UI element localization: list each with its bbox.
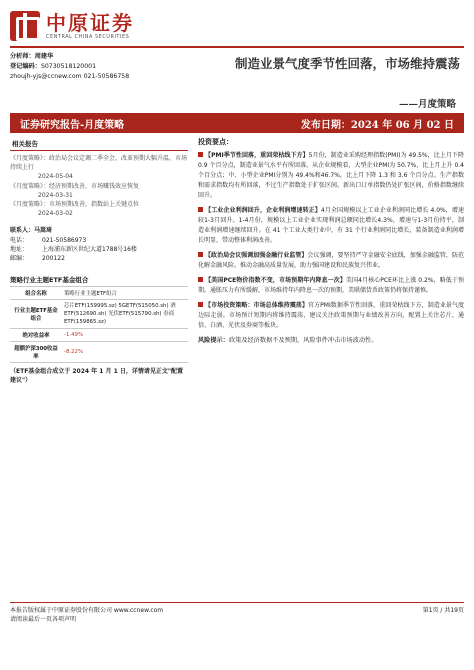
- table-row: 绝对收益率 -1.49%: [10, 329, 188, 342]
- page-footer: [10, 602, 464, 624]
- invest-heading: 投资要点：: [198, 138, 233, 146]
- left-column: [10, 137, 188, 385]
- etf-table: [10, 286, 188, 363]
- analyst-cert: S0730518120001: [40, 63, 97, 70]
- contact-phone: 021-50586973: [42, 236, 87, 244]
- related-heading: 相关报告: [10, 137, 188, 151]
- invest-point: 【美国PCE物价指数不变，市场预期年内降息一次】美国4月核心PCE环比上涨 0.2%，略低于预期。通胀压力有所缓解，市场维持年内降息一次的预期，美联储货币政策仍将保持谨慎。: [198, 277, 464, 294]
- related-item[interactable]: 《月度策略》：经济预期改善，市场赚钱效应恢复: [10, 182, 140, 190]
- banner-date: 发布日期：2024 年 06 月 02 日: [300, 119, 454, 131]
- analyst-cert-label: 登记编码：: [10, 63, 41, 70]
- risk-note: 风险提示：政策及经济数据不及预期，风险事件冲击市场波动性。: [198, 337, 378, 344]
- report-subtitle: ——月度策略: [398, 99, 456, 110]
- logo-seal-icon: [10, 11, 40, 41]
- related-date: 2024-03-31: [38, 191, 73, 199]
- invest-point: 【政治局会议强调加强金融行业监管】会议强调，要坚持严守金融安全底线，加强金融监管，防范化解金融风险。推动金融高质量发展，助力强国建设和民族复兴伟业。: [198, 252, 464, 269]
- analyst-contact: zhoujh-yjs@ccnew.com 021-50586758: [10, 73, 130, 80]
- related-date: 2024-03-02: [38, 210, 73, 218]
- analyst-info: [10, 52, 195, 82]
- etf-heading: 策略行业主题ETF基金组合: [10, 276, 89, 285]
- banner-category: 证券研究报告-月度策略: [20, 119, 125, 131]
- table-row: 超额沪深300收益率 -8.22%: [10, 342, 188, 363]
- etf-note: （ETF基金组合成立于 2024 年 1 月 1 日，详情请见正文"配置建议"）: [10, 368, 183, 385]
- footer-copyright: 本报告版权属于中原证券股份有限公司 www.ccnew.com: [10, 607, 164, 614]
- logo-cn: 中原证券: [46, 11, 134, 35]
- company-logo: [10, 6, 134, 46]
- contact-name: 马嵩琦: [34, 227, 53, 235]
- report-banner: [10, 113, 464, 133]
- invest-point: 【市场投资策略：市场总体维持震荡】官方PMI数据季节性回落，重回荣枯线下方，制造业景气度边际走弱。市场预计短期内将维持震荡，建议关注政策预期与业绩改善方向，配置上关注芯片、通信、白酒、光伏及券商等板块。: [198, 302, 464, 329]
- contact-block: 联系人： 马嵩琦 电话： 021-50586973 地址： 上海浦东新区世纪大道1788号16楼 邮编： 200122: [10, 227, 137, 263]
- related-item[interactable]: 《月度策略》：市场预期改善，指数站上关键点位: [10, 201, 140, 209]
- analyst-name: 周建华: [34, 53, 54, 60]
- contact-zip: 200122: [42, 255, 65, 263]
- table-row: 组合名称 策略行业主题ETF组合: [10, 287, 188, 300]
- page-number: 第1页 / 共19页: [422, 607, 464, 614]
- header-divider: [10, 46, 464, 48]
- contact-heading: 联系人：: [10, 227, 35, 235]
- table-row: 行业主题ETF基金组合 芯片ETF(159995.sz) 5GETF(515050.sh) 酒ETF(512690.sh) 光伏ETF(515790.sh) 券商ETF(159865.sz): [10, 300, 188, 329]
- analyst-name-label: 分析师：: [10, 53, 35, 60]
- related-reports: [10, 154, 188, 218]
- footer-disclaimer-link[interactable]: 请阅读最后一页各项声明: [10, 616, 77, 623]
- logo-en: CENTRAL CHINA SECURITIES: [46, 34, 130, 40]
- related-item[interactable]: 《月度策略》：政治局会议定调二季全会，改革预期大幅升温，市场持续上行: [10, 155, 188, 172]
- contact-address: 上海浦东新区世纪大道1788号16楼: [42, 245, 137, 253]
- right-column: [198, 137, 464, 346]
- report-title: 制造业景气度季节性回落，市场维持震荡: [234, 56, 460, 71]
- invest-point: 【PMI季节性回落，重回荣枯线下方】5月份，制造业采购经理指数(PMI)为 49.5%，比上月下降 0.9 个百分点，制造业景气水平有所回落。从企业规模看，大型企业PMI为 50.7%，比上月上升 0.4 个百分点；中、小型企业PMI分别为 49.4%和46.7%，比上月下降 1.3 和 3.6 个百分点。生产指数和需求指数均有所回落，不过生产指数处于扩张区间。新出口订单指数仍处扩张区间，价格指数继续回升。: [198, 152, 464, 199]
- related-date: 2024-05-04: [38, 173, 73, 181]
- invest-point: 【工业企业利润回升，企业利润增速转正】4月全国规模以上工业企业利润同比增长 4.0%，增速较1-3月回升。1-4月份，规模以上工业企业实现利润总额同比增长4.3%，增速与1-3月份持平，制造业利润增速继续回升。在 41 个工业大类行业中，有 31 个行业利润同比增长，装备制造业利润增长明显，带动整体利润改善。: [198, 207, 464, 244]
